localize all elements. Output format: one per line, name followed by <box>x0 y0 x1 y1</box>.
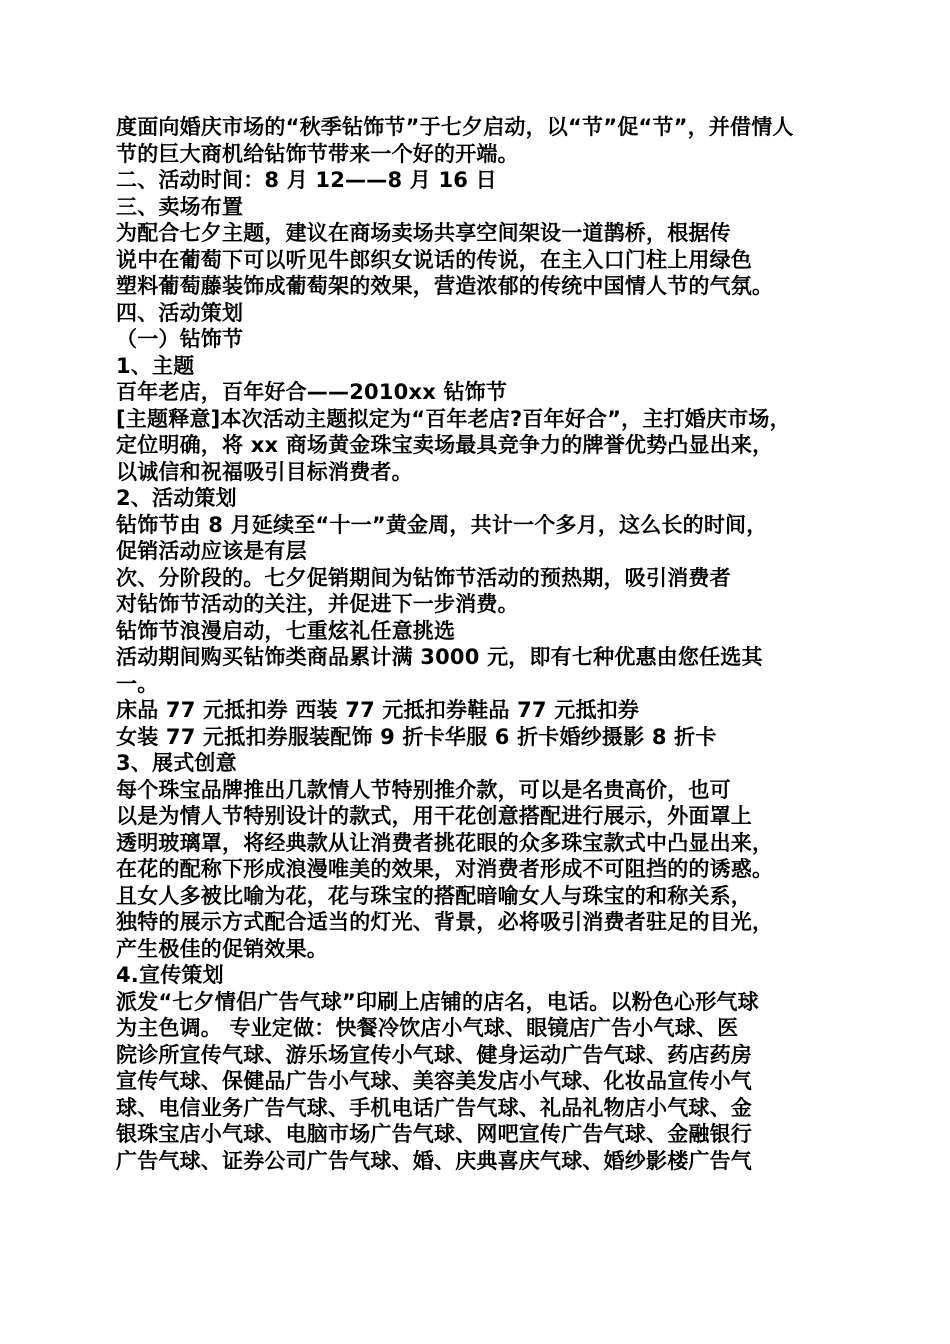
text-line: 宣传气球、保健品广告小气球、美容美发店小气球、化妆品宣传小气 <box>116 1069 752 1093</box>
subsection-heading-diamond-festival: （一）钻饰节 <box>116 327 244 351</box>
text-line: 为主色调。 专业定做：快餐冷饮店小气球、眼镜店广告小气球、医 <box>116 1016 739 1040</box>
text-line: 以是为情人节特别设计的款式，用干花创意搭配进行展示，外面罩上 <box>116 804 752 828</box>
text-line: 活动期间购买钻饰类商品累计满 3000 元，即有七种优惠由您任选其 <box>116 645 763 669</box>
text-line: 且女人多被比喻为花，花与珠宝的搭配暗喻女人与珠宝的和称关系， <box>116 883 752 908</box>
text-line: 以诚信和祝福吸引目标消费者。 <box>116 459 413 484</box>
text-line: 院诊所宣传气球、游乐场宣传小气球、健身运动广告气球、药店药房 <box>116 1042 752 1067</box>
text-line: 一。 <box>116 671 159 696</box>
text-line: 银珠宝店小气球、电脑市场广告气球、网吧宣传广告气球、金融银行 <box>116 1122 752 1146</box>
text-line: 每个珠宝品牌推出几款情人节特别推介款，可以是名贵高价，也可 <box>116 777 731 802</box>
text-line: 定位明确，将 xx 商场黄金珠宝卖场最具竞争力的牌誉优势凸显出来， <box>116 433 774 457</box>
text-line: 对钻饰节活动的关注，并促进下一步消费。 <box>116 592 519 616</box>
document-body <box>116 114 846 1174</box>
text-line: 产生极佳的促销效果。 <box>116 936 328 961</box>
text-line: [主题释意]本次活动主题拟定为“百年老店?百年好合”，主打婚庆市场， <box>116 406 791 431</box>
item-heading-display-idea: 3、展式创意 <box>116 751 237 775</box>
text-line: 派发“七夕情侣广告气球”印刷上店铺的店名，电话。以粉色心形气球 <box>116 989 759 1014</box>
section-heading-activity-time: 二、活动时间：8 月 12——8 月 16 日 <box>116 168 497 192</box>
text-line: 独特的展示方式配合适当的灯光、背景，必将吸引消费者驻足的目光， <box>116 910 774 934</box>
text-line: 说中在葡萄下可以听见牛郎织女说话的传说，在主入口门柱上用绿色 <box>116 247 752 272</box>
section-heading-activity-plan: 四、活动策划 <box>116 300 244 325</box>
text-line: 度面向婚庆市场的“秋季钻饰节”于七夕启动，以“节”促“节”，并借情人 <box>116 115 794 139</box>
text-line: 为配合七夕主题，建议在商场卖场共享空间架设一道鹊桥，根据传 <box>116 221 731 245</box>
text-line: 在花的配称下形成浪漫唯美的效果，对消费者形成不可阻挡的的诱惑。 <box>116 857 774 881</box>
item-heading-theme: 1、主题 <box>116 353 195 378</box>
text-line: 女装 77 元抵扣券服装配饰 9 折卡华服 6 折卡婚纱摄影 8 折卡 <box>116 724 717 749</box>
text-line: 百年老店，百年好合——2010xx 钻饰节 <box>116 380 508 404</box>
text-line: 促销活动应该是有层 <box>116 539 307 563</box>
text-line: 次、分阶段的。七夕促销期间为钻饰节活动的预热期，吸引消费者 <box>116 565 731 590</box>
text-line: 球、电信业务广告气球、手机电话广告气球、礼品礼物店小气球、金 <box>116 1095 752 1120</box>
section-heading-store-layout: 三、卖场布置 <box>116 194 244 219</box>
text-line: 钻饰节由 8 月延续至“十一”黄金周，共计一个多月，这么长的时间， <box>116 512 768 537</box>
item-heading-activity-plan: 2、活动策划 <box>116 486 237 510</box>
item-heading-publicity-plan: 4.宣传策划 <box>116 963 224 987</box>
text-line: 钻饰节浪漫启动，七重炫礼任意挑选 <box>116 618 456 643</box>
text-line: 广告气球、证券公司广告气球、婚、庆典喜庆气球、婚纱影楼广告气 <box>116 1148 752 1173</box>
text-line: 塑料葡萄藤装饰成葡萄架的效果，营造浓郁的传统中国情人节的气氛。 <box>116 274 774 298</box>
text-line: 节的巨大商机给钻饰节带来一个好的开端。 <box>116 141 519 166</box>
text-line: 床品 77 元抵扣券 西装 77 元抵扣券鞋品 77 元抵扣券 <box>116 698 640 722</box>
text-line: 透明玻璃罩，将经典款从让消费者挑花眼的众多珠宝款式中凸显出来， <box>116 830 774 855</box>
